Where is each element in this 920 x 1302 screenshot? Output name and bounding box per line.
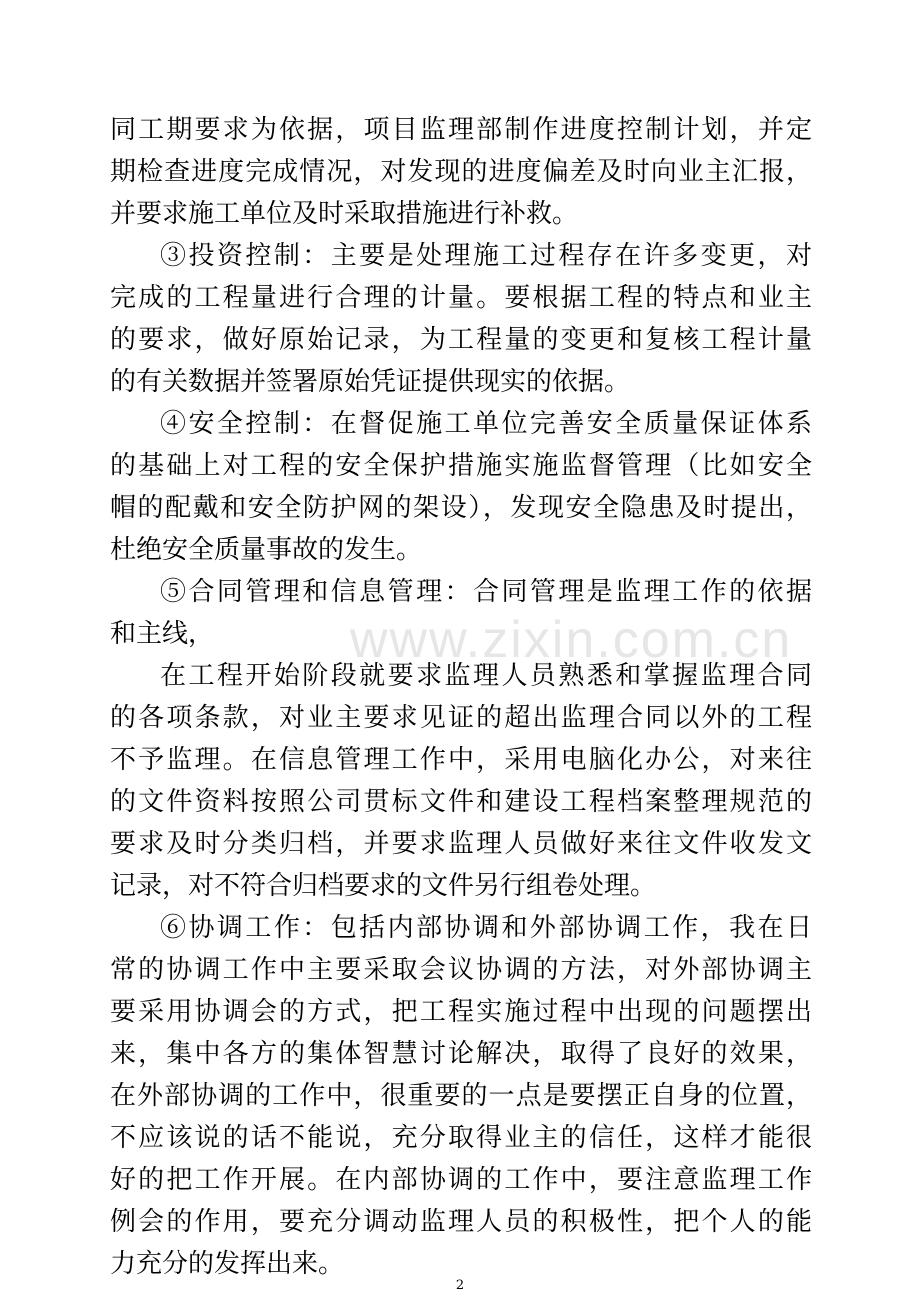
text-line-content: ③投资控制：主要是处理施工过程存在许多变更，对 [160,241,815,271]
text-line [0,149,920,195]
text-line-content: 在工程开始阶段就要求监理人员熟悉和掌握监理合同 [160,661,815,691]
text-line [0,1115,920,1161]
text-line [0,821,920,867]
text-line-content: 同工期要求为依据，项目监理部制作进度控制计划，并定 [110,115,815,145]
text-line-content: 要采用协调会的方式，把工程实施过程中出现的问题摆出 [110,997,815,1027]
text-line [0,653,920,699]
text-line [0,359,920,405]
text-line [0,1031,920,1077]
text-line-content: 和主线， [110,619,215,649]
text-line-content: 好的把工作开展。在内部协调的工作中，要注意监理工作 [110,1165,815,1195]
text-line [0,107,920,153]
text-line [0,1199,920,1245]
text-line-content: 记录，对不符合归档要求的文件另行组卷处理。 [110,871,657,901]
text-line [0,233,920,279]
text-line [0,611,920,657]
text-line [0,527,920,573]
text-line-content: 杜绝安全质量事故的发生。 [110,535,423,565]
text-line-content: 的各项条款，对业主要求见证的超出监理合同以外的工程 [110,703,815,733]
text-line [0,905,920,951]
text-line-content: 来，集中各方的集体智慧讨论解决，取得了良好的效果， [110,1039,815,1069]
text-line-content: ④安全控制：在督促施工单位完善安全质量保证体系 [160,409,815,439]
text-line [0,401,920,447]
text-line [0,317,920,363]
text-line-content: 期检查进度完成情况，对发现的进度偏差及时向业主汇报， [110,157,814,187]
text-line-content: 的文件资料按照公司贯标文件和建设工程档案整理规范的 [110,787,815,817]
text-line-content: 的基础上对工程的安全保护措施实施监督管理（比如安全 [110,451,815,481]
text-line-content: 帽的配戴和安全防护网的架设），发现安全隐患及时提出， [110,493,814,523]
text-line-content: 在外部协调的工作中，很重要的一点是要摆正自身的位置， [110,1081,814,1111]
text-line [0,863,920,909]
text-line-content: 要求及时分类归档，并要求监理人员做好来往文件收发文 [110,829,815,859]
text-line-content: 的要求，做好原始记录，为工程量的变更和复核工程计量 [110,325,815,355]
text-line-content: 例会的作用，要充分调动监理人员的积极性，把个人的能 [110,1207,815,1237]
text-line [0,989,920,1035]
text-line-content: 的有关数据并签署原始凭证提供现实的依据。 [110,367,631,397]
text-line [0,275,920,321]
text-line [0,569,920,615]
text-line-content: 不予监理。在信息管理工作中，采用电脑化办公，对来往 [110,745,815,775]
text-line [0,947,920,993]
text-line [0,737,920,783]
text-line-content: 完成的工程量进行合理的计量。要根据工程的特点和业主 [110,283,815,313]
text-line [0,191,920,237]
text-line-content: ⑤合同管理和信息管理：合同管理是监理工作的依据 [160,577,815,607]
page-number: 2 [455,1278,465,1293]
text-line [0,1073,920,1119]
text-line-content: 力充分的发挥出来。 [110,1249,345,1279]
text-line-content: 不应该说的话不能说，充分取得业主的信任，这样才能很 [110,1123,815,1153]
text-line [0,485,920,531]
text-line-content: 并要求施工单位及时采取措施进行补救。 [110,199,579,229]
watermark: www.zixin.com.cn [350,611,793,669]
text-line-content: ⑥协调工作：包括内部协调和外部协调工作，我在日 [160,913,815,943]
text-line [0,779,920,825]
text-line [0,1157,920,1203]
text-line-content: 常的协调工作中主要采取会议协调的方法，对外部协调主 [110,955,815,985]
text-line [0,695,920,741]
text-line [0,443,920,489]
